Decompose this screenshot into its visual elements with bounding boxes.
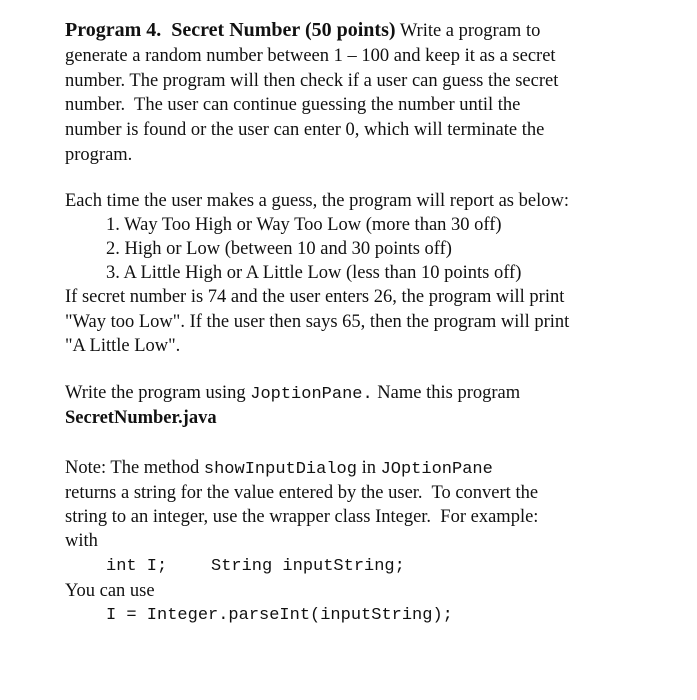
title-line xyxy=(65,18,540,43)
note-line-4: with xyxy=(65,531,98,551)
code-parse: I = Integer.parseInt(inputString); xyxy=(106,606,453,625)
instruction-line xyxy=(65,381,520,407)
you-can-use: You can use xyxy=(65,581,155,601)
instruction-filename-line xyxy=(65,406,217,430)
report-item-1: 1. Way Too High or Way Too Low (more than 30 off) xyxy=(106,215,502,235)
instruction-suffix: Name this program xyxy=(372,383,521,403)
code-decl-b: String inputString; xyxy=(211,557,405,576)
note-line-1 xyxy=(65,456,493,482)
instruction-class-name: JoptionPane. xyxy=(250,385,373,404)
example-line-3: "A Little Low". xyxy=(65,336,181,356)
intro-line-0: Write a program to xyxy=(399,21,541,41)
note-method: showInputDialog xyxy=(203,460,357,479)
intro-line-2: number. The program will then check if a user can guess the secret xyxy=(65,71,559,91)
program-title: Program 4. Secret Number (50 points) xyxy=(65,19,396,41)
example-line-2: "Way too Low". If the user then says 65, then the program will print xyxy=(65,312,570,332)
note-middle: in xyxy=(356,458,381,478)
note-class-name: JOptionPane xyxy=(380,460,493,479)
intro-line-5: program. xyxy=(65,145,133,165)
instruction-filename: SecretNumber.java xyxy=(65,408,217,428)
intro-line-1: generate a random number between 1 – 100 and keep it as a secret xyxy=(65,46,556,66)
note-line-3: string to an integer, use the wrapper class Integer. For example: xyxy=(65,507,539,527)
example-line-1: If secret number is 74 and the user enters 26, the program will print xyxy=(65,287,565,307)
note-before: Note: The method xyxy=(65,458,204,478)
report-item-3: 3. A Little High or A Little Low (less than 10 points off) xyxy=(106,263,522,283)
instruction-prefix: Write the program using xyxy=(65,383,251,403)
report-item-2: 2. High or Low (between 10 and 30 points off) xyxy=(106,239,452,259)
intro-line-3: number. The user can continue guessing the number until the xyxy=(65,95,521,115)
code-decl-a: int I; xyxy=(106,557,168,576)
report-lead: Each time the user makes a guess, the program will report as below: xyxy=(65,191,569,211)
note-line-2: returns a string for the value entered by the user. To convert the xyxy=(65,483,539,503)
intro-line-4: number is found or the user can enter 0, which will terminate the xyxy=(65,120,545,140)
